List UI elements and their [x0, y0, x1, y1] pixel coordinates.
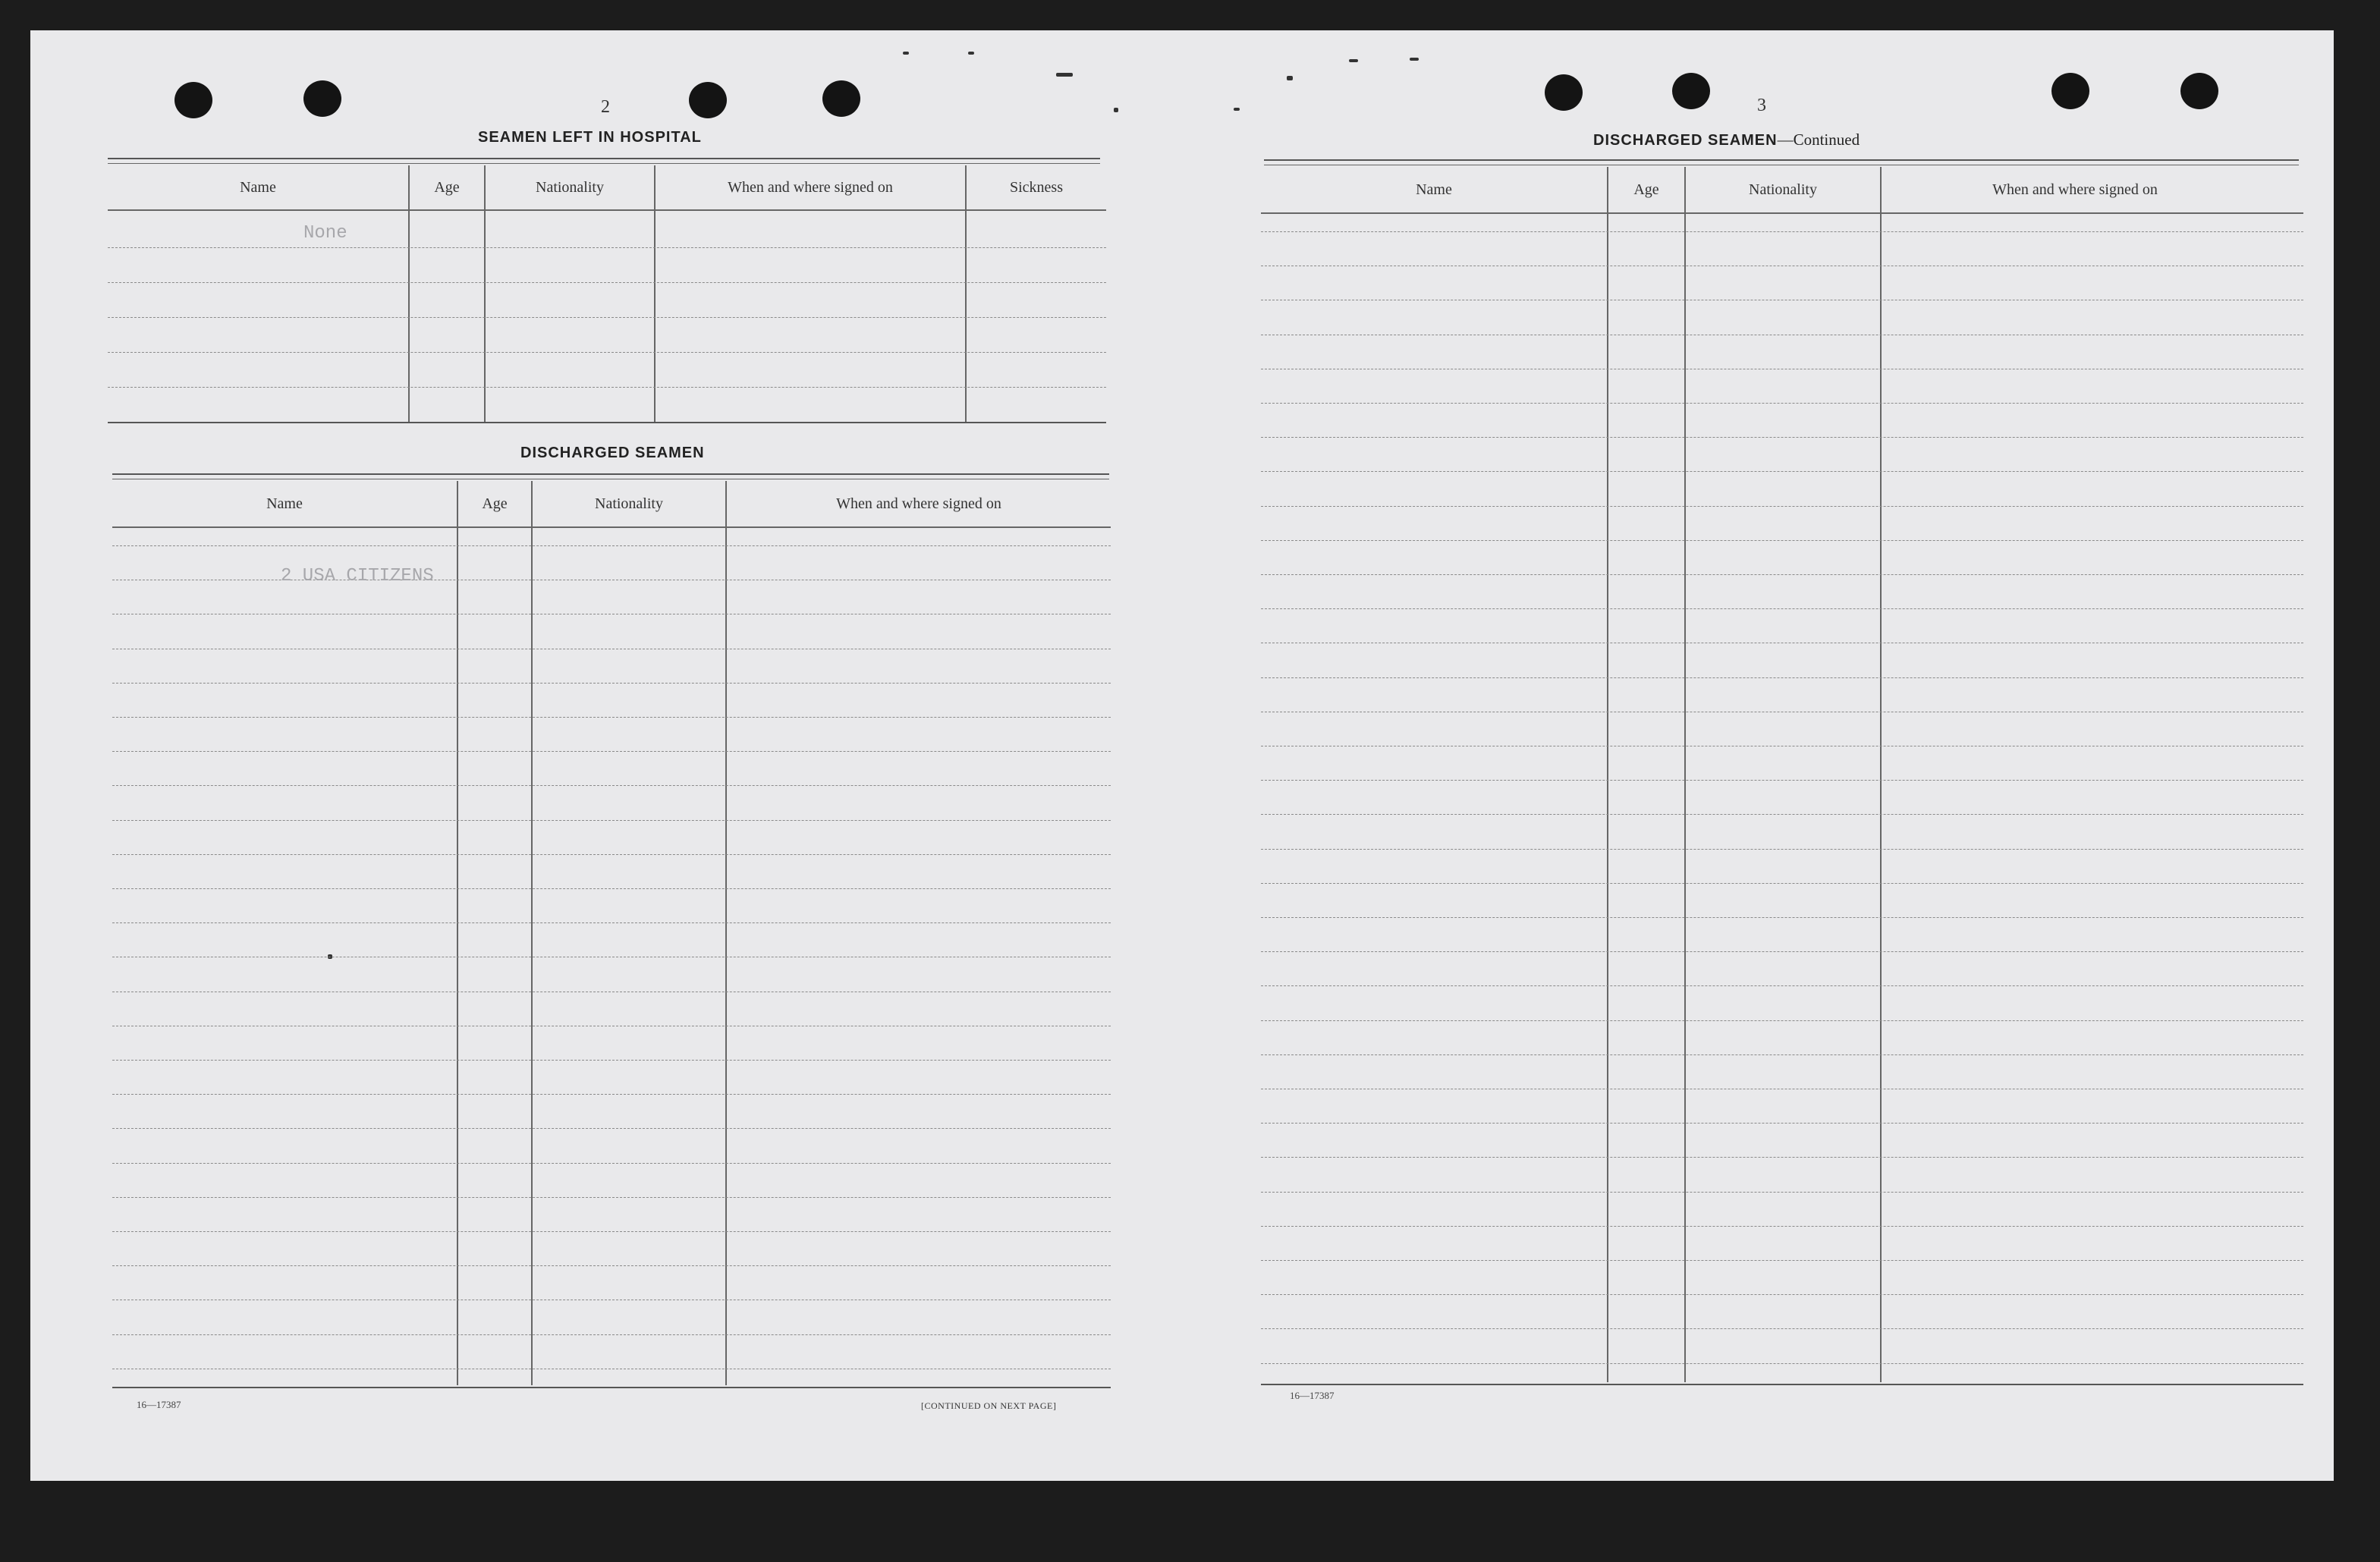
table-row	[1261, 985, 2303, 986]
table-row	[1261, 608, 2303, 609]
col-header-nationality: Nationality	[536, 178, 604, 196]
speck	[1114, 108, 1118, 112]
table-row	[108, 352, 1106, 388]
table-row	[1261, 951, 2303, 952]
punch-hole	[2180, 73, 2218, 109]
table-row	[112, 1025, 1111, 1026]
table-row	[1261, 1293, 2303, 1295]
table-row	[108, 317, 1106, 353]
table-row	[1261, 745, 2303, 746]
col-header-signed-on: When and where signed on	[836, 495, 1001, 512]
discharged-table-left	[112, 481, 1111, 1391]
table-row	[1261, 539, 2303, 541]
title-text: DISCHARGED SEAMEN	[1593, 132, 1778, 149]
table-row	[112, 1299, 1111, 1300]
form-number-right: 16—17387	[1290, 1390, 1335, 1401]
punch-hole	[174, 82, 212, 118]
table-row	[1261, 779, 2303, 781]
typed-entry-citizens: 2 USA CITIZENS	[281, 566, 434, 586]
table-row	[112, 1334, 1111, 1335]
column-divider	[725, 481, 727, 1385]
speck	[1410, 58, 1419, 61]
table-row	[112, 1093, 1111, 1095]
table-row	[1261, 574, 2303, 575]
table-row	[112, 922, 1111, 923]
table-row	[1261, 1328, 2303, 1329]
table-row	[112, 888, 1111, 889]
col-header-name: Name	[266, 495, 303, 512]
table-row	[1261, 470, 2303, 472]
rule	[108, 422, 1106, 423]
punch-hole	[689, 82, 727, 118]
table-row	[1261, 436, 2303, 438]
hospital-table	[108, 165, 1106, 426]
rule	[1264, 159, 2299, 161]
column-divider	[531, 481, 533, 1385]
table-header	[108, 165, 1106, 211]
title-suffix: —Continued	[1777, 130, 1860, 149]
table-row	[112, 545, 1111, 546]
table-row	[112, 648, 1111, 649]
table-row	[1261, 299, 2303, 300]
hospital-section-title: SEAMEN LEFT IN HOSPITAL	[478, 129, 702, 146]
column-divider	[1880, 167, 1882, 1382]
col-header-nationality: Nationality	[595, 495, 663, 512]
col-header-signed-on: When and where signed on	[1992, 181, 2158, 198]
paper-sheet	[30, 30, 2334, 1481]
table-row	[112, 1196, 1111, 1198]
table-row	[1261, 916, 2303, 918]
punch-hole	[822, 80, 860, 117]
table-row	[112, 956, 1111, 957]
table-row	[1261, 642, 2303, 643]
table-row	[1261, 1156, 2303, 1158]
col-header-sickness: Sickness	[1010, 178, 1063, 196]
table-row	[1261, 1054, 2303, 1055]
rule	[108, 163, 1100, 164]
rule	[108, 158, 1100, 159]
discharged-table-right	[1261, 167, 2303, 1388]
form-number-left: 16—17387	[137, 1399, 181, 1410]
speck	[1234, 108, 1240, 111]
rule	[1261, 1384, 2303, 1385]
table-row	[1261, 505, 2303, 507]
table-row	[112, 784, 1111, 786]
col-header-nationality: Nationality	[1749, 181, 1817, 198]
page-number-right: 3	[1757, 96, 1766, 115]
speck	[903, 52, 909, 55]
table-row	[112, 1127, 1111, 1129]
continued-note: [CONTINUED ON NEXT PAGE]	[921, 1400, 1057, 1411]
speck	[1287, 76, 1293, 80]
table-row	[1261, 677, 2303, 678]
table-row	[1261, 1020, 2303, 1021]
punch-hole	[2051, 73, 2089, 109]
table-row	[112, 1230, 1111, 1232]
speck	[968, 52, 974, 55]
punch-hole	[1545, 74, 1583, 111]
table-row	[1261, 882, 2303, 884]
table-header	[1261, 167, 2303, 214]
table-row	[1261, 1225, 2303, 1227]
table-row	[108, 282, 1106, 318]
table-row	[1261, 1259, 2303, 1261]
table-row	[112, 1368, 1111, 1369]
col-header-age: Age	[1633, 181, 1659, 198]
typed-entry-none: None	[303, 223, 347, 244]
table-row	[1261, 334, 2303, 335]
table-header	[112, 481, 1111, 528]
table-row	[1261, 1362, 2303, 1364]
table-row	[1261, 231, 2303, 232]
col-header-signed-on: When and where signed on	[728, 178, 893, 196]
speck	[1056, 73, 1073, 77]
table-row	[112, 1162, 1111, 1164]
table-row	[1261, 711, 2303, 712]
punch-hole	[1672, 73, 1710, 109]
table-row	[112, 750, 1111, 752]
table-row	[112, 853, 1111, 855]
table-row	[112, 579, 1111, 580]
speck	[1349, 59, 1358, 62]
rule	[112, 473, 1109, 475]
punch-hole	[303, 80, 341, 117]
column-divider	[1607, 167, 1608, 1382]
col-header-age: Age	[482, 495, 508, 512]
table-row	[1261, 368, 2303, 369]
table-row	[112, 1265, 1111, 1266]
rule	[112, 1387, 1111, 1388]
col-header-age: Age	[434, 178, 460, 196]
table-row	[108, 211, 1106, 248]
table-row	[1261, 1088, 2303, 1089]
table-row	[1261, 848, 2303, 850]
table-row	[1261, 265, 2303, 266]
table-row	[112, 716, 1111, 718]
table-row	[112, 991, 1111, 992]
table-row	[1261, 1122, 2303, 1124]
table-row	[108, 247, 1106, 283]
table-row	[1261, 813, 2303, 815]
table-row	[112, 682, 1111, 684]
page-number-left: 2	[601, 97, 610, 117]
col-header-name: Name	[1416, 181, 1452, 198]
table-row	[112, 819, 1111, 821]
discharged-continued-title	[1593, 130, 1860, 149]
table-row	[112, 1059, 1111, 1061]
table-row	[112, 613, 1111, 614]
discharged-section-title: DISCHARGED SEAMEN	[520, 445, 705, 461]
column-divider	[1684, 167, 1686, 1382]
table-row	[1261, 402, 2303, 404]
table-row	[1261, 1191, 2303, 1193]
column-divider	[457, 481, 458, 1385]
col-header-name: Name	[240, 178, 276, 196]
